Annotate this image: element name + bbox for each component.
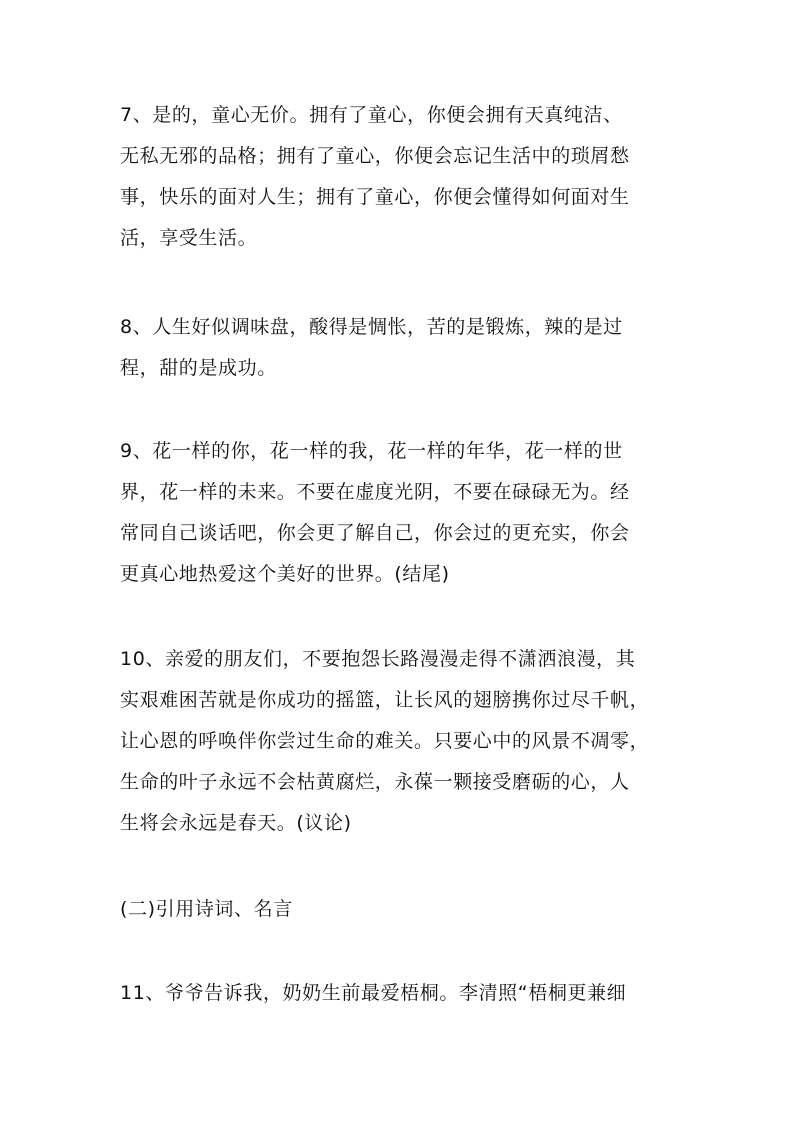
text-line: 10、亲爱的朋友们，不要抱怨长路漫漫走得不潇洒浪漫，其 xyxy=(120,648,636,670)
text-line: 实艰难困苦就是你成功的摇篮，让长风的翅膀携你过尽千帆， xyxy=(120,689,650,711)
text-line: 事，快乐的面对人生；拥有了童心，你便会懂得如何面对生 xyxy=(120,186,630,208)
text-line: 生命的叶子永远不会枯黄腐烂，永葆一颗接受磨砺的心，人 xyxy=(120,771,630,793)
text-line: 程，甜的是成功。 xyxy=(120,357,277,379)
text-line: 让心恩的呼唤伴你尝过生命的难关。只要心中的风景不凋零， xyxy=(120,730,650,752)
section-heading xyxy=(120,889,680,930)
paragraph-11 xyxy=(120,973,680,1014)
text-line: 界，花一样的未来。不要在虚度光阴，不要在碌碌无为。经 xyxy=(120,481,630,503)
heading-line: (二)引用诗词、名言 xyxy=(120,898,293,920)
paragraph-7 xyxy=(120,95,680,259)
text-line: 生将会永远是春天。(议论) xyxy=(120,812,352,834)
text-line: 活，享受生活。 xyxy=(120,227,258,249)
text-line: 9、花一样的你，花一样的我，花一样的年华，花一样的世 xyxy=(120,440,623,462)
text-line: 常同自己谈话吧，你会更了解自己，你会过的更充实，你会 xyxy=(120,522,630,544)
text-line: 无私无邪的品格；拥有了童心，你便会忘记生活中的琐屑愁 xyxy=(120,145,630,167)
text-line: 8、人生好似调味盘，酸得是惆怅，苦的是锻炼，辣的是过 xyxy=(120,316,623,338)
text-line: 11、爷爷告诉我，奶奶生前最爱梧桐。李清照“梧桐更兼细 xyxy=(120,982,627,1004)
paragraph-10 xyxy=(120,639,680,844)
text-line: 7、是的，童心无价。拥有了童心，你便会拥有天真纯洁、 xyxy=(120,104,623,126)
paragraph-9 xyxy=(120,431,680,595)
paragraph-8 xyxy=(120,307,680,389)
text-line: 更真心地热爱这个美好的世界。(结尾) xyxy=(120,563,450,585)
